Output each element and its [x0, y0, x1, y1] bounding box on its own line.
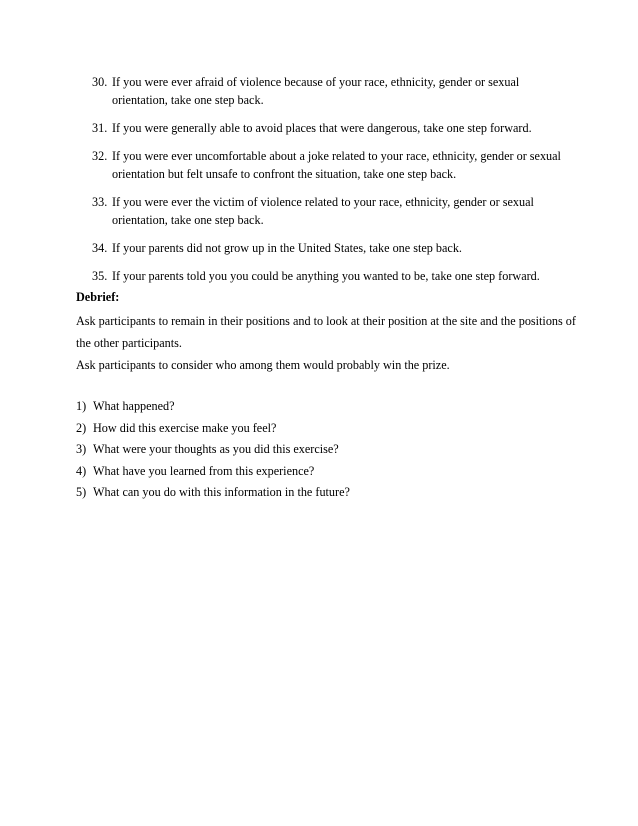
list-item: [92, 73, 572, 109]
item-text: If you were ever the victim of violence related to your race, ethnicity, gender or sexual orientation, take one step back.: [112, 195, 534, 227]
question-number: 5): [76, 485, 87, 499]
question-number: 1): [76, 399, 87, 413]
question-text: What can you do with this information in the future?: [93, 485, 350, 499]
list-item: [76, 439, 576, 461]
question-number: 4): [76, 463, 87, 478]
item-text: If you were ever uncomfortable about a joke related to your race, ethnicity, gender or sexual orientation but felt unsafe to confront the situation, take one step back.: [112, 149, 561, 181]
question-number: 3): [76, 442, 87, 456]
list-item: [76, 418, 576, 440]
item-text: If you were generally able to avoid places that were dangerous, take one step forward.: [112, 121, 532, 135]
debrief-heading: Debrief:: [76, 290, 120, 304]
debrief-section: [76, 288, 576, 504]
list-item: [92, 239, 572, 257]
list-item: [76, 396, 576, 418]
debrief-paragraph: Ask participants to consider who among them would probably win the prize.: [76, 358, 450, 372]
item-text: If your parents told you you could be anything you wanted to be, take one step forward.: [112, 269, 540, 283]
item-number: 32.: [92, 149, 108, 163]
list-item: [92, 119, 572, 137]
list-item: [92, 267, 572, 285]
item-number: 34.: [92, 241, 108, 255]
list-item: [76, 482, 576, 504]
step-list: [92, 73, 572, 295]
question-list: [76, 396, 576, 504]
list-item: [92, 193, 572, 229]
item-number: 35.: [92, 269, 108, 283]
question-number: 2): [76, 420, 87, 435]
question-text: What were your thoughts as you did this exercise?: [93, 442, 339, 456]
item-text: If you were ever afraid of violence because of your race, ethnicity, gender or sexual orientation, take one step back.: [112, 75, 520, 107]
item-number: 31.: [92, 121, 108, 135]
item-text: If your parents did not grow up in the United States, take one step back.: [112, 241, 462, 255]
item-number: 30.: [92, 75, 108, 89]
question-text: What happened?: [93, 399, 175, 413]
question-text: What have you learned from this experience?: [93, 463, 315, 478]
list-item: [76, 461, 576, 483]
debrief-paragraph: Ask participants to remain in their positions and to look at their position at the site and the positions of the other participants.: [76, 314, 576, 350]
list-item: [92, 147, 572, 183]
item-number: 33.: [92, 195, 108, 209]
question-text: How did this exercise make you feel?: [93, 420, 277, 435]
